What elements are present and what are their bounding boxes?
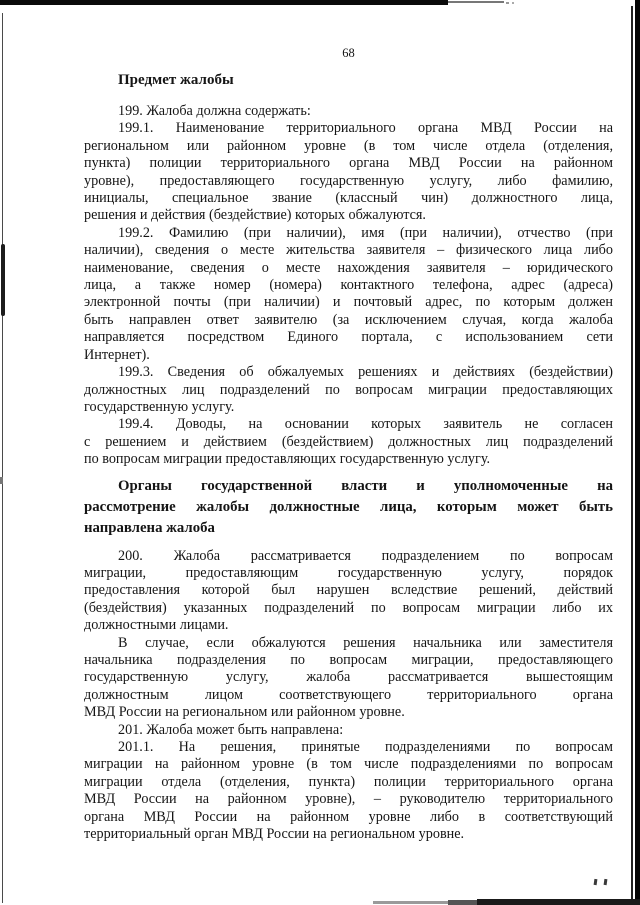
paragraph (84, 739, 613, 843)
text-line: В случае, если обжалуются решения начальника или заместителя (118, 634, 613, 651)
scan-edge-bottom-bar (477, 899, 640, 905)
scan-speck (0, 477, 3, 484)
scan-edge-left-line (2, 13, 3, 903)
text-line: наличии), сведения о месте жительства заявителя – физического лица либо (84, 242, 613, 259)
document-body (84, 70, 613, 843)
document-section (84, 476, 613, 844)
text-line: уровне), предоставляющего государственную услугу, либо фамилию, (84, 172, 613, 189)
text-line: 200. Жалоба рассматривается подразделением по вопросам (118, 547, 613, 564)
text-line: миграции, предоставляющим государственную услугу, порядок (84, 564, 613, 581)
page-number: 68 (342, 46, 355, 60)
text-line: территориальный орган МВД России на региональном уровне. (84, 826, 465, 843)
paragraph (84, 120, 613, 224)
scan-edge-right-line (631, 6, 633, 905)
text-line: предоставления которой был нарушен вследствие решений, действий (84, 582, 613, 599)
text-line: Интернет). (84, 346, 150, 363)
section-heading (84, 70, 613, 90)
scan-speck (604, 879, 607, 885)
section-heading (84, 476, 613, 539)
text-line: государственную услугу. (84, 398, 235, 415)
text-line: 199.1. Наименование территориального органа МВД России на (118, 120, 613, 137)
scan-speck (594, 879, 597, 885)
text-line: пункта) полиции территориального органа МВД России на районном (84, 155, 613, 172)
text-line: (бездействия) указанных подразделений по вопросам миграции либо их (84, 599, 613, 616)
text-line: органа МВД России на районном уровне либо в соответствующий (84, 808, 613, 825)
paragraph (84, 364, 613, 416)
heading-line: направлена жалоба (84, 519, 215, 536)
text-line: наименование, сведения о месте нахождения заявителя – юридического (84, 259, 613, 276)
text-line: решения и действия (бездействие) которых обжалуются. (84, 207, 426, 224)
text-line: начальника подразделения по вопросам миграции, предоставляющего (84, 651, 613, 668)
text-line: по вопросам миграции предоставляющих государственную услугу. (84, 451, 491, 468)
paragraph (84, 416, 613, 468)
scan-edge-bottom-bar (373, 901, 453, 904)
text-line: 201.1. На решения, принятые подразделениями по вопросам (118, 739, 613, 755)
paragraph (84, 103, 613, 120)
text-line: электронной почты (при наличии) и почтовый адрес, по которым должен (84, 294, 613, 311)
heading-line: Органы государственной власти и уполномоченные на (118, 477, 613, 494)
text-line: быть направлен ответ заявителю (за исключением случая, когда жалоба (84, 311, 613, 328)
heading-line: рассмотрение жалобы должностные лица, которым может быть (84, 498, 613, 515)
scan-edge-right-bar (635, 0, 640, 905)
text-line: МВД России на районном уровне), – руководителю территориального (84, 791, 613, 808)
text-line: 199.2. Фамилию (при наличии), имя (при наличии), отчество (при (118, 224, 613, 241)
text-line: 199.3. Сведения об обжалуемых решениях и действиях (бездействии) (118, 364, 613, 381)
text-line: должностных лиц подразделений по вопросам миграции предоставляющих (84, 381, 613, 398)
text-line: региональном или районном уровне (в том числе отдела (отделения, (84, 137, 613, 154)
text-line: миграции на районном уровне (в том числе подразделениями по вопросам (84, 756, 613, 773)
text-line: миграции отдела (отделения, пункта) полиции территориального органа (84, 773, 613, 790)
text-line: с решением и действием (бездействием) должностных лиц подразделений (84, 433, 613, 450)
paragraph (84, 635, 613, 722)
text-line: 201. Жалоба может быть направлена: (118, 721, 344, 738)
text-line: инициалы, специальное звание (классный чин) должностного лица, (84, 190, 613, 207)
paragraph (84, 548, 613, 635)
heading-line: Предмет жалобы (118, 72, 234, 88)
text-line: лица, а также номер (номера) контактного телефона, адрес (адреса) (84, 277, 613, 294)
document-section (84, 70, 613, 469)
paragraph (84, 225, 613, 364)
text-line: должностным лицом соответствующего территориального органа (84, 686, 613, 703)
paragraph (84, 722, 613, 739)
text-line: МВД России на региональном или районном уровне. (84, 704, 405, 721)
text-line: должностными лицами. (84, 617, 229, 634)
text-line: 199. Жалоба должна содержать: (118, 103, 311, 119)
scan-edge-left-blob (1, 244, 5, 316)
text-line: 199.4. Доводы, на основании которых заявитель не согласен (118, 416, 613, 433)
text-line: направляется посредством Единого портала, с использованием сети (84, 329, 613, 346)
page-content (84, 0, 613, 843)
text-line: государственную услугу, жалоба рассматривается вышестоящим (84, 669, 613, 686)
